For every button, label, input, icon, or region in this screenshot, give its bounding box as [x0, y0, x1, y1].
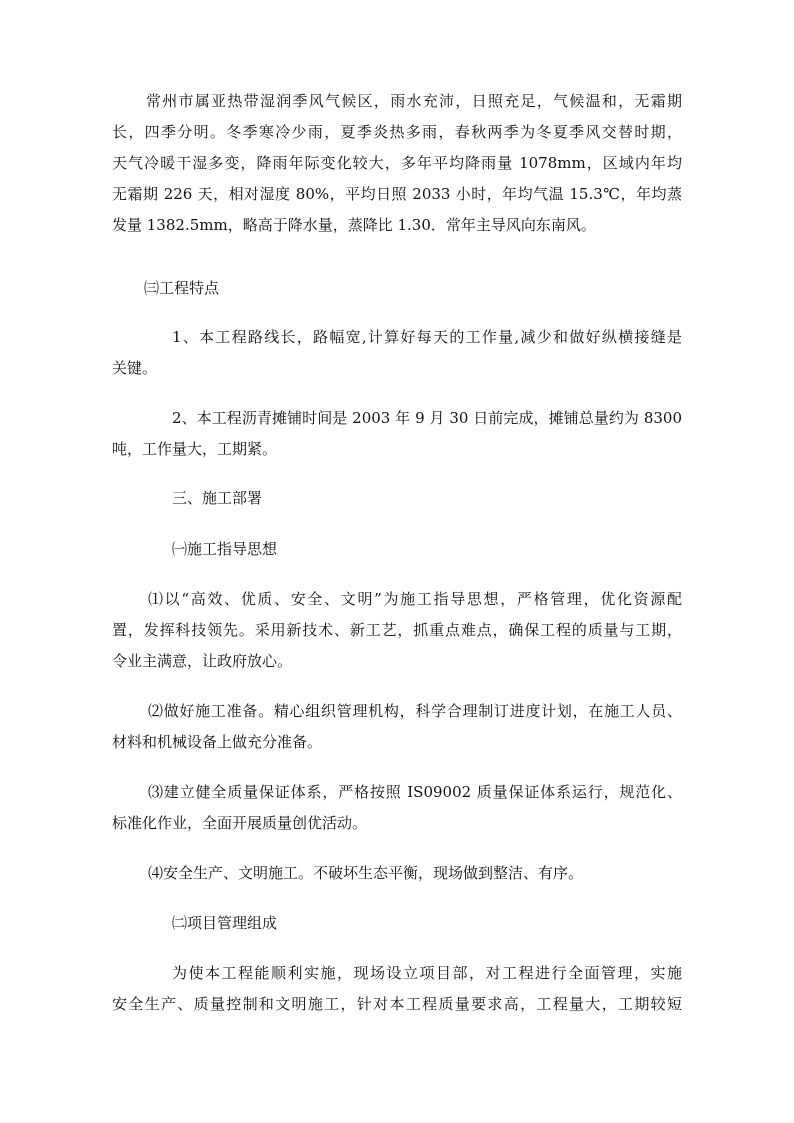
paragraph-management [112, 958, 682, 1020]
heading-text: ㈡项目管理组成 [172, 914, 278, 932]
text-line: 标准化作业，全面开展质量创优活动。 [112, 814, 368, 832]
paragraph-feature-1 [112, 322, 682, 384]
text-line: 吨，工作量大，工期紧。 [112, 440, 278, 458]
text-line: 置，发挥科技领先。采用新技术、新工艺，抓重点难点，确保工程的质量与工期， [112, 621, 682, 639]
text-line: 材料和机械设备上做充分准备。 [112, 733, 323, 751]
heading-text: ㈠施工指导思想 [172, 540, 278, 558]
text-line: 常州市属亚热带湿润季风气候区，雨水充沛，日照充足，气候温和，无霜期 [146, 92, 682, 110]
text-line: 2、本工程沥青摊铺时间是 2003 年 9 月 30 日前完成，摊铺总量约为 8300 [172, 409, 682, 427]
paragraph-climate [112, 86, 682, 241]
paragraph-guiding-4 [112, 858, 682, 889]
heading-construction-deployment [172, 483, 742, 514]
paragraph-guiding-3 [112, 777, 682, 839]
text-line: 长，四季分明。冬季寒冷少雨，夏季炎热多雨，春秋两季为冬夏季风交替时期， [112, 123, 682, 141]
text-line: 安全生产、质量控制和文明施工，针对本工程质量要求高，工程量大，工期较短 [112, 995, 682, 1013]
text-line: ⑷安全生产、文明施工。不破坏生态平衡，现场做到整洁、有序。 [148, 864, 584, 882]
text-line: 关键。 [112, 359, 158, 377]
heading-project-management [172, 908, 742, 939]
heading-text: ㈢工程特点 [144, 279, 220, 297]
paragraph-feature-2 [112, 403, 682, 465]
text-line: 为使本工程能顺利实施，现场设立项目部，对工程进行全面管理，实施 [172, 964, 682, 982]
text-line: 1、本工程路线长，路幅宽,计算好每天的工作量,减少和做好纵横接缝是 [172, 328, 682, 346]
paragraph-guiding-1 [112, 584, 682, 677]
heading-text: 三、施工部署 [172, 489, 263, 507]
heading-project-features [144, 273, 714, 304]
text-line: 发量 1382.5mm，略高于降水量，蒸降比 1.30．常年主导风向东南风。 [112, 216, 596, 234]
text-line: 天气冷暖干湿多变，降雨年际变化较大，多年平均降雨量 1078mm，区域内年均 [112, 154, 682, 172]
text-line: ⑵做好施工准备。精心组织管理机构，科学合理制订进度计划，在施工人员、 [148, 702, 682, 720]
text-line: 无霜期 226 天，相对湿度 80%，平均日照 2033 小时，年均气温 15.3℃，年均蒸 [112, 185, 682, 203]
text-line: ⑶建立健全质量保证体系，严格按照 IS09002 质量保证体系运行，规范化、 [148, 783, 682, 801]
text-line: 令业主满意，让政府放心。 [112, 652, 293, 670]
text-line: ⑴以“高效、优质、安全、文明”为施工指导思想，严格管理，优化资源配 [148, 590, 682, 608]
paragraph-guiding-2 [112, 696, 682, 758]
heading-guiding-ideology [172, 534, 742, 565]
